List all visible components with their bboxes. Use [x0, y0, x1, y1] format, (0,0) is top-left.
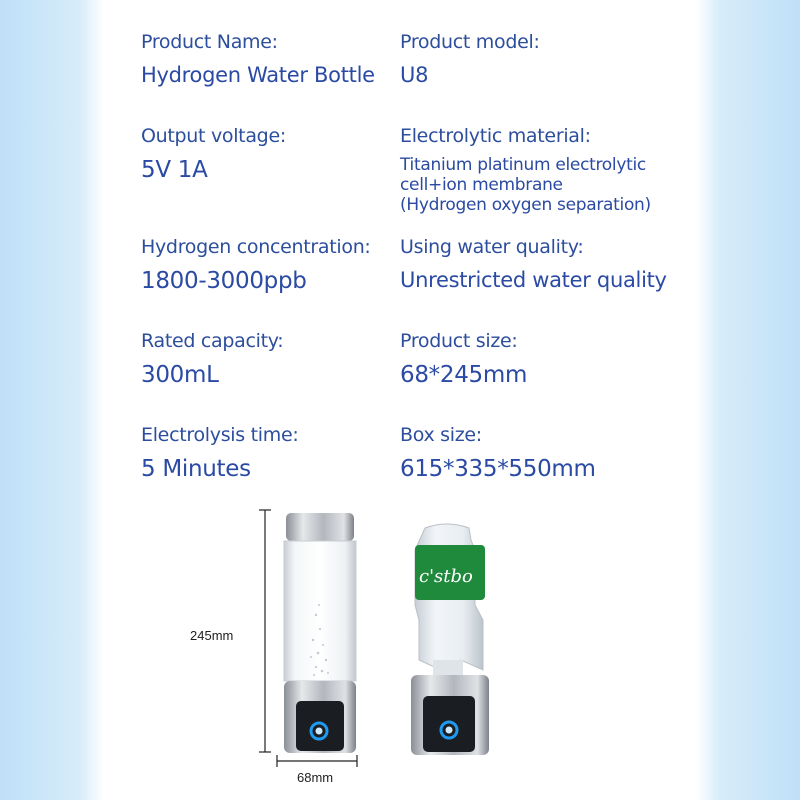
spec-label: Box size: — [400, 424, 482, 446]
spec-value: 615*335*550mm — [400, 456, 596, 482]
spec-rated-capacity — [141, 330, 283, 388]
hydrogen-bottle-image — [276, 505, 376, 760]
spec-label: Hydrogen concentration: — [141, 236, 371, 258]
spec-card — [105, 0, 695, 800]
spec-product-model — [400, 31, 540, 87]
spec-box-size — [400, 424, 596, 482]
spec-electrolytic-material — [400, 125, 651, 215]
spec-value: 1800-3000ppb — [141, 268, 307, 294]
spec-label: Product Name: — [141, 31, 278, 53]
spec-label: Electrolysis time: — [141, 424, 299, 446]
pet-bottle-adapter-image — [405, 520, 505, 760]
spec-product-name — [141, 31, 375, 87]
spec-label: Rated capacity: — [141, 330, 284, 352]
spec-label: Electrolytic material: — [400, 125, 591, 147]
spec-value-line: cell+ion membrane — [400, 175, 563, 195]
spec-water-quality — [400, 236, 667, 292]
spec-product-size — [400, 330, 527, 388]
spec-value — [400, 155, 651, 215]
spec-hydrogen-concentration — [141, 236, 371, 294]
spec-value-line: (Hydrogen oxygen separation) — [400, 195, 651, 215]
spec-value: 68*245mm — [400, 362, 528, 388]
spec-label: Product model: — [400, 31, 540, 53]
spec-value: 300mL — [141, 362, 219, 388]
height-dimension-label: 245mm — [190, 628, 234, 643]
svg-text:c'stbo: c'stbo — [419, 566, 473, 587]
spec-value: 5V 1A — [141, 157, 208, 183]
spec-value: 5 Minutes — [141, 456, 251, 482]
spec-output-voltage — [141, 125, 286, 183]
spec-label: Output voltage: — [141, 125, 286, 147]
spec-label: Using water quality: — [400, 236, 584, 258]
spec-value: U8 — [400, 63, 429, 87]
spec-label: Product size: — [400, 330, 518, 352]
spec-value: Unrestricted water quality — [400, 268, 667, 292]
spec-value: Hydrogen Water Bottle — [141, 63, 375, 87]
width-dimension-label: 68mm — [297, 770, 334, 785]
spec-electrolysis-time — [141, 424, 298, 482]
spec-value-line: Titanium platinum electrolytic — [400, 155, 646, 175]
